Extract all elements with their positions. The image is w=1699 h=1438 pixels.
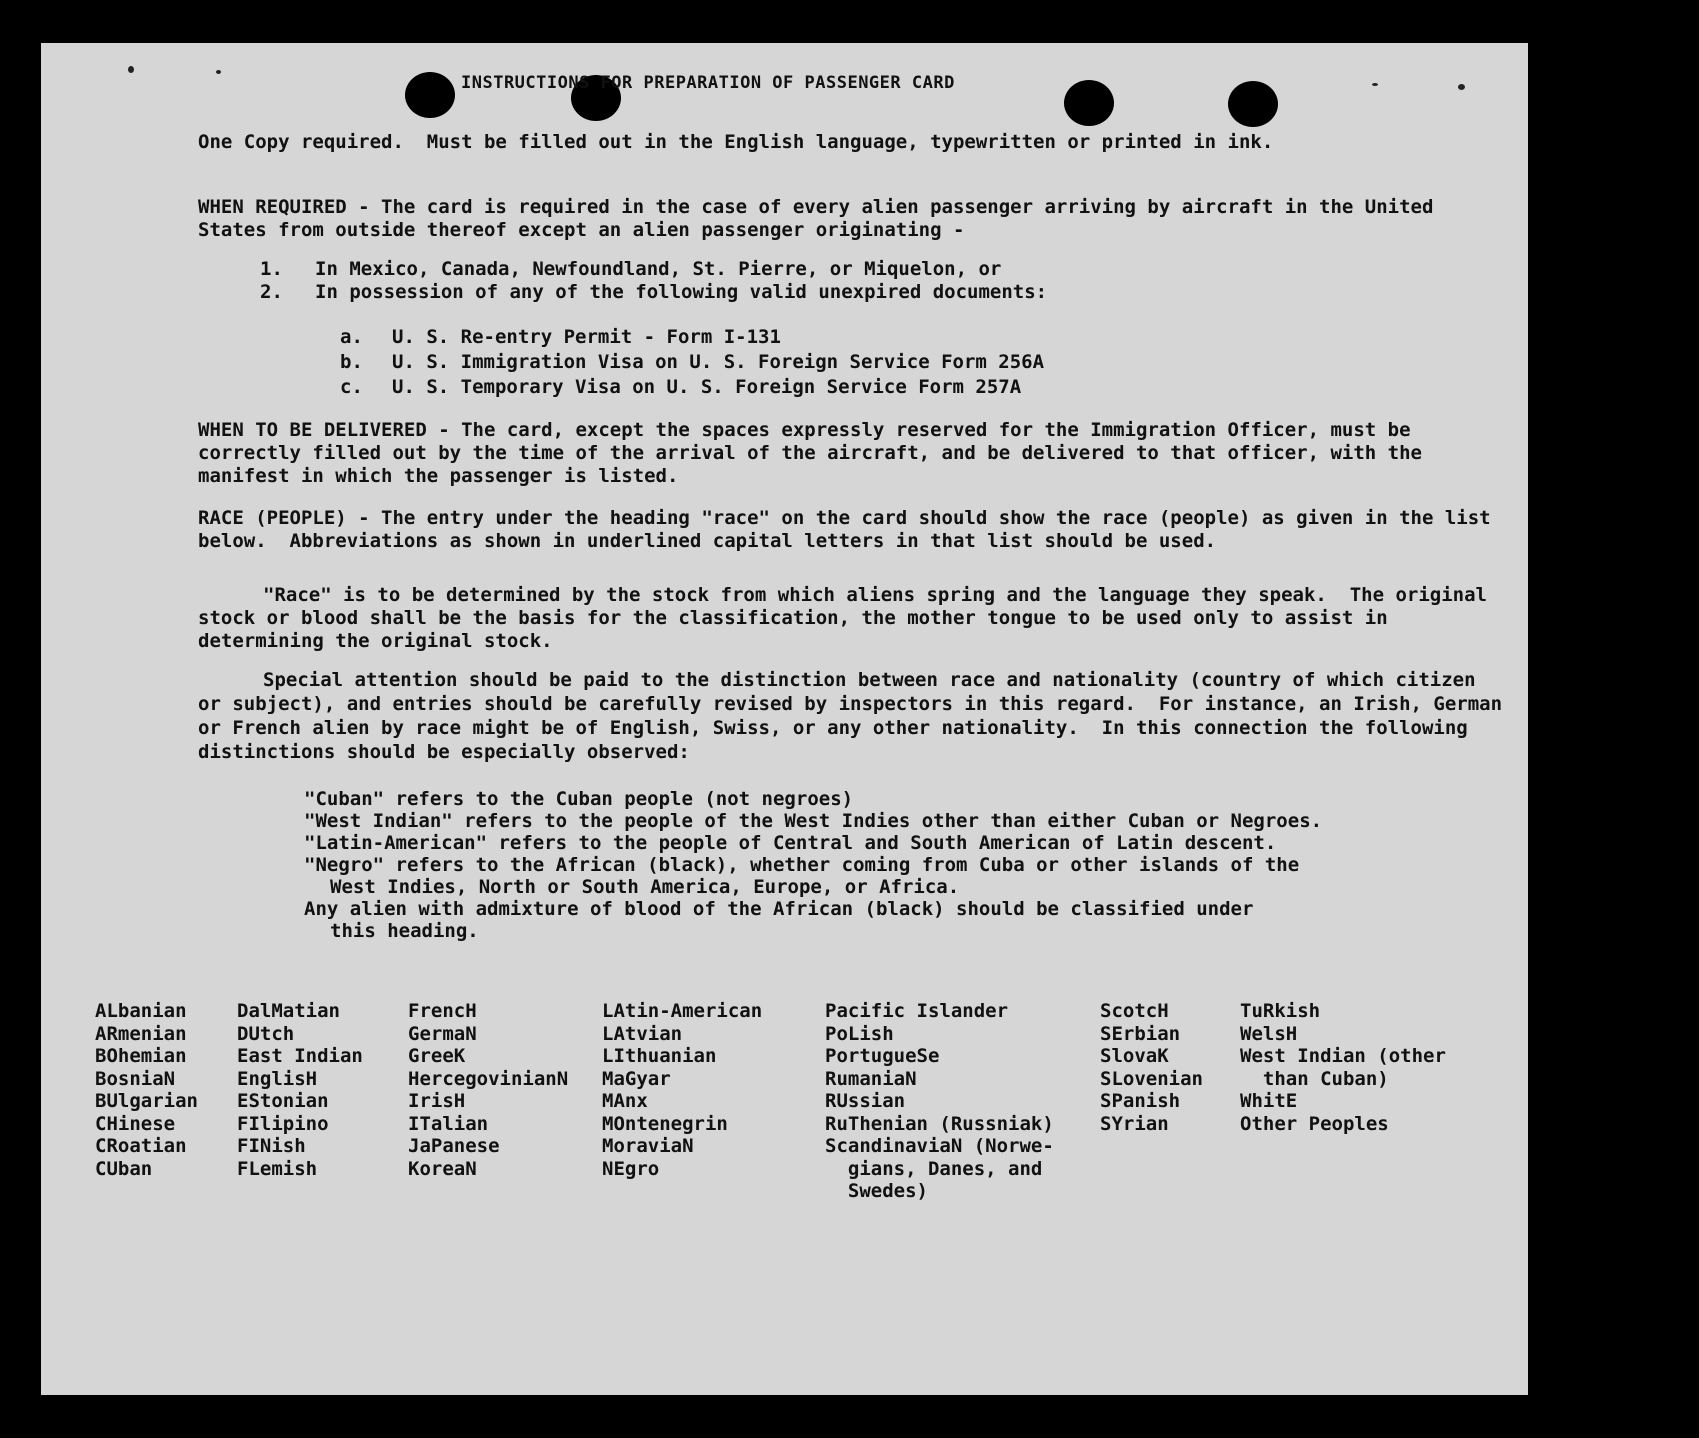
speck (216, 70, 221, 74)
race-item: WhitE (1240, 1090, 1298, 1112)
note-item: "West Indian" refers to the people of the West Indies other than either Cuban or Negroes. (304, 810, 1323, 832)
race-item: JaPanese (408, 1135, 500, 1157)
race-item: CUban (95, 1157, 153, 1180)
race-item: BOhemian (95, 1045, 187, 1067)
race-item: RumaniaN (825, 1067, 917, 1090)
race-column (237, 1000, 363, 1180)
race-item: SYrian (1100, 1112, 1169, 1135)
exception-item: 2. In possession of any of the following valid unexpired documents: (260, 281, 1048, 303)
race-item: West Indian (other (1240, 1045, 1446, 1067)
race-definition-paragraph: "Race" is to be determined by the stock from which aliens spring and the language they speak. The original stock or blood shall be the basis for the classification, the mother tongue to be used only to assist in determining the original stock. (198, 584, 1499, 652)
when-required-paragraph: WHEN REQUIRED - The card is required in the case of every alien passenger arriving by aircraft in the United States from outside thereof except an alien passenger originating - (198, 196, 1445, 241)
race-item: BosniaN (95, 1067, 176, 1090)
document-item: b. U. S. Immigration Visa on U. S. Foreign Service Form 256A (340, 351, 1045, 373)
race-item: LIthuanian (602, 1045, 717, 1067)
race-item: GermaN (408, 1022, 477, 1045)
document-list (340, 325, 1044, 400)
race-item: ARmenian (95, 1022, 187, 1045)
race-item: GreeK (408, 1045, 466, 1067)
race-item: ITalian (408, 1112, 489, 1135)
race-item: CRoatian (95, 1135, 187, 1157)
race-item: PoLish (825, 1022, 894, 1045)
race-item: BUlgarian (95, 1090, 198, 1112)
exception-list (260, 258, 1047, 304)
race-item: LAtin-American (602, 1000, 763, 1022)
race-item: FIlipino (237, 1112, 329, 1135)
race-item: ScandinaviaN (Norwe- (825, 1135, 1054, 1157)
race-column (602, 1000, 762, 1180)
speck (1372, 83, 1378, 86)
race-item: ScotcH (1100, 1000, 1169, 1022)
document-item: a. U. S. Re-entry Permit - Form I-131 (340, 326, 781, 348)
race-item: DalMatian (237, 1000, 340, 1022)
document-item: c. U. S. Temporary Visa on U. S. Foreign Service Form 257A (340, 376, 1022, 398)
speck (128, 66, 134, 73)
race-column (825, 1000, 1054, 1203)
race-item: FrencH (408, 1000, 477, 1022)
race-column (1240, 1000, 1446, 1135)
punch-hole (405, 72, 455, 118)
race-item: MoraviaN (602, 1135, 694, 1157)
intro-paragraph: One Copy required. Must be filled out in the English language, typewritten or printed in ink. (198, 131, 1274, 153)
race-item: Swedes) (825, 1180, 928, 1202)
race-item: MAnx (602, 1090, 648, 1112)
race-item: RuThenian (Russniak) (825, 1112, 1054, 1135)
note-item: "Cuban" refers to the Cuban people (not negroes) (304, 788, 854, 810)
race-item: DUtch (237, 1022, 295, 1045)
race-item: ALbanian (95, 1000, 187, 1022)
race-item: MaGyar (602, 1067, 671, 1090)
race-item: FLemish (237, 1157, 318, 1180)
race-item: EnglisH (237, 1067, 318, 1090)
race-item: gians, Danes, and (825, 1157, 1043, 1180)
race-item: SlovaK (1100, 1045, 1169, 1067)
note-continuation: West Indies, North or South America, Europe, or Africa. (330, 876, 960, 898)
race-item: Pacific Islander (825, 1000, 1009, 1022)
race-item: SPanish (1100, 1090, 1181, 1112)
note-item: Any alien with admixture of blood of the African (black) should be classified under (304, 898, 1254, 920)
punch-hole (1064, 80, 1114, 126)
exception-item: 1. In Mexico, Canada, Newfoundland, St. Pierre, or Miquelon, or (260, 258, 1002, 280)
race-heading-paragraph: RACE (PEOPLE) - The entry under the heading "race" on the card should show the race (people) as given in the list below. Abbreviations as shown in underlined capital letters in that list should be used. (198, 507, 1503, 552)
race-item: RUssian (825, 1090, 906, 1112)
race-item: FINish (237, 1135, 306, 1157)
race-item: HercegovinianN (408, 1067, 569, 1090)
race-item: TuRkish (1240, 1000, 1321, 1022)
note-continuation: this heading. (330, 920, 479, 942)
race-item: SLovenian (1100, 1067, 1203, 1090)
race-item: CHinese (95, 1112, 176, 1135)
race-item: than Cuban) (1240, 1067, 1389, 1090)
race-item: NEgro (602, 1157, 660, 1180)
note-item: "Negro" refers to the African (black), whether coming from Cuba or other islands of the (304, 854, 1300, 876)
race-item: KoreaN (408, 1157, 477, 1180)
race-item: PortugueSe (825, 1045, 940, 1067)
distinction-notes (304, 788, 1504, 942)
race-column (1100, 1000, 1203, 1135)
note-item: "Latin-American" refers to the people of Central and South American of Latin descent. (304, 832, 1277, 854)
race-item: EStonian (237, 1090, 329, 1112)
speck (1458, 84, 1465, 90)
race-item: SErbian (1100, 1022, 1181, 1045)
special-attention-paragraph: Special attention should be paid to the distinction between race and nationality (country of which citizen or subject), and entries should be carefully revised by inspectors in this regard. For instance, an Irish, German or French alien by race might be of English, Swiss, or any other nationality. In this connection the following distinctions should be especially observed: (198, 669, 1514, 763)
race-item: MOntenegrin (602, 1112, 728, 1135)
race-column (95, 1000, 198, 1180)
race-item: IrisH (408, 1090, 466, 1112)
when-delivered-paragraph: WHEN TO BE DELIVERED - The card, except the spaces expressly reserved for the Immigration Officer, must be correctly filled out by the time of the arrival of the aircraft, and be delivered to that officer, with the manifest in which the passenger is listed. (198, 419, 1434, 487)
race-item: East Indian (237, 1045, 363, 1067)
race-item: Other Peoples (1240, 1112, 1389, 1135)
race-item: WelsH (1240, 1022, 1298, 1045)
race-column (408, 1000, 568, 1180)
race-item: LAtvian (602, 1022, 683, 1045)
page-title: INSTRUCTIONS FOR PREPARATION OF PASSENGER CARD (461, 73, 955, 93)
punch-hole (1228, 81, 1278, 127)
